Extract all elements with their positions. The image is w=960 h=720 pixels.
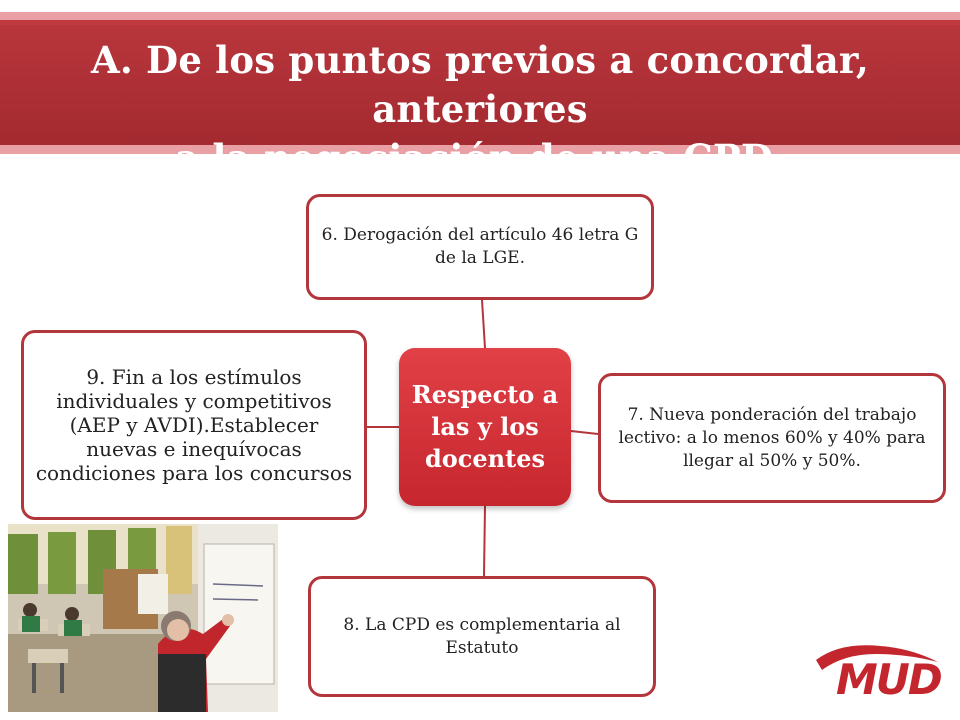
connector-top xyxy=(482,300,485,348)
diagram-node-8-text: 8. La CPD es complementaria al Estatuto xyxy=(343,614,621,658)
diagram-node-7 xyxy=(598,373,946,503)
diagram-center-text: Respecto a las y los docentes xyxy=(411,380,559,473)
connector-right xyxy=(571,431,598,434)
diagram-node-6 xyxy=(306,194,654,300)
slide-title-line1: A. De los puntos previos a concordar, anteriores xyxy=(90,38,870,131)
diagram-node-6-text: 6. Derogación del artículo 46 letra G de la LGE. xyxy=(321,225,639,268)
diagram-node-7-text: 7. Nueva ponderación del trabajo lectivo: a lo menos 60% y 40% para llegar al 50% y 50%. xyxy=(618,404,926,471)
classroom-photo xyxy=(8,524,278,712)
diagram-node-8 xyxy=(308,576,656,697)
slide-title-line2: a la negociación de una CPD. xyxy=(175,136,785,180)
diagram-node-9-text: 9. Fin a los estímulos individuales y competitivos (AEP y AVDI).Establecer nuevas e inequívocas condiciones para los concursos xyxy=(35,365,353,485)
diagram-node-9 xyxy=(21,330,367,520)
mud-logo: MUD xyxy=(836,655,941,704)
diagram-center-node xyxy=(399,348,571,506)
connector-bottom xyxy=(484,506,485,576)
